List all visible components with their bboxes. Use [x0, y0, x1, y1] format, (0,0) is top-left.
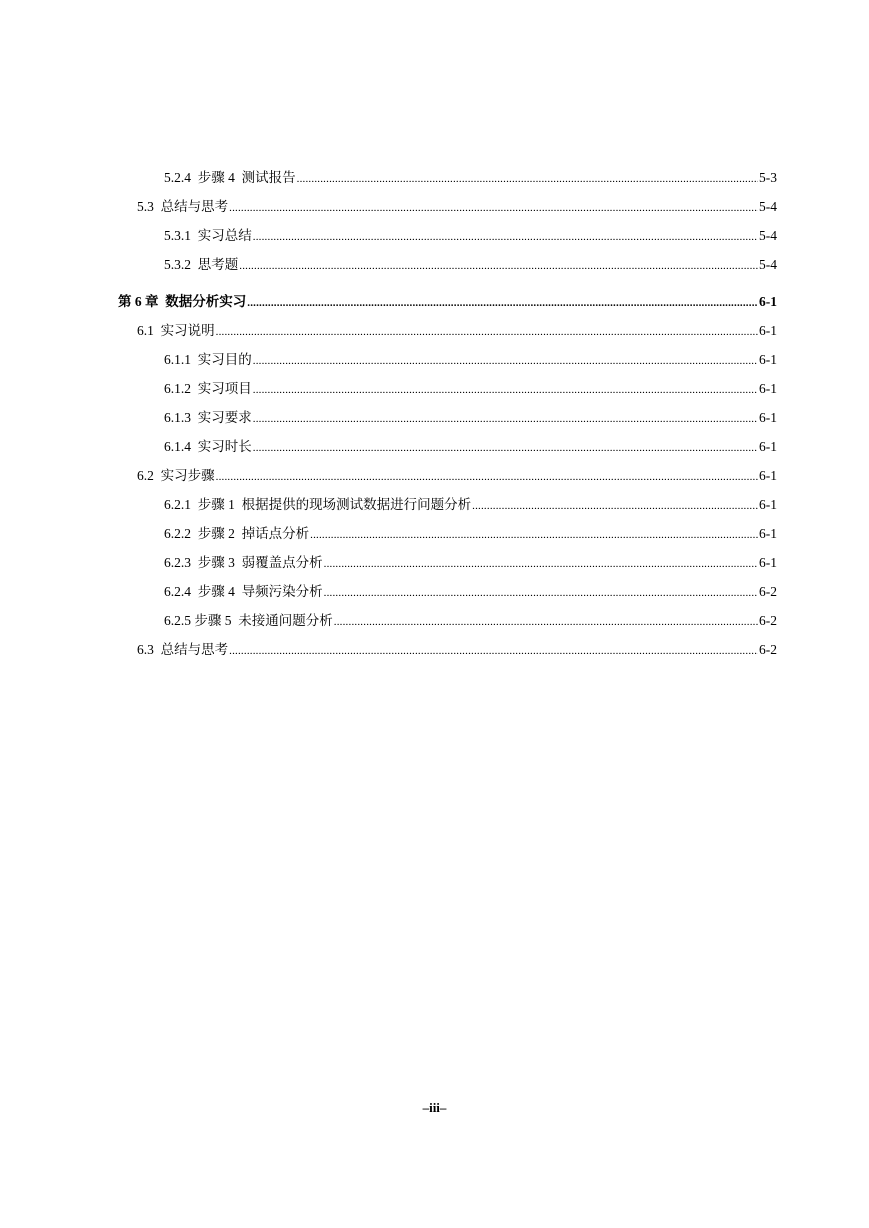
- toc-dot-leader: [253, 412, 758, 426]
- toc-entry-label: 6.2.4 步骤 4 导频污染分析: [164, 584, 323, 599]
- toc-entry-label: 6.1.1 实习目的: [164, 352, 252, 367]
- toc-entry-page: 5-4: [759, 257, 777, 272]
- toc-entry-label: 5.3.1 实习总结: [164, 228, 252, 243]
- toc-dot-leader: [253, 354, 758, 368]
- toc-subsection-entry[interactable]: [164, 490, 777, 519]
- toc-entry-label: 5.3 总结与思考: [137, 199, 229, 214]
- toc-entry-label: 6.1.4 实习时长: [164, 439, 252, 454]
- toc-entry-page: 6-2: [759, 584, 777, 599]
- toc-entry-page: 6-1: [759, 439, 777, 454]
- toc-subsection-entry[interactable]: [164, 548, 777, 577]
- page-number: –iii–: [422, 1100, 447, 1115]
- toc-section-entry[interactable]: [137, 635, 777, 664]
- toc-subsection-entry[interactable]: [164, 250, 777, 279]
- toc-entry-label: 6.2 实习步骤: [137, 468, 215, 483]
- toc-subsection-entry[interactable]: [164, 577, 777, 606]
- toc-entry-page: 6-1: [759, 410, 777, 425]
- toc-dot-leader: [239, 259, 758, 273]
- toc-section-entry[interactable]: [137, 461, 777, 490]
- toc-entry-label: 5.2.4 步骤 4 测试报告: [164, 170, 296, 185]
- toc-entry-label: 6.3 总结与思考: [137, 642, 229, 657]
- toc-dot-leader: [253, 230, 758, 244]
- toc-entry-label: 第 6 章 数据分析实习: [118, 294, 247, 309]
- table-of-contents: [0, 163, 869, 664]
- toc-dot-leader: [324, 557, 758, 571]
- toc-dot-leader: [334, 615, 758, 629]
- toc-section-entry[interactable]: [137, 316, 777, 345]
- toc-entry-page: 6-1: [759, 497, 777, 512]
- toc-entry-label: 5.3.2 思考题: [164, 257, 239, 272]
- toc-subsection-entry[interactable]: [164, 432, 777, 461]
- toc-subsection-entry[interactable]: [164, 345, 777, 374]
- toc-entry-page: 6-1: [759, 352, 777, 367]
- toc-dot-leader: [472, 499, 758, 513]
- toc-entry-label: 6.1 实习说明: [137, 323, 215, 338]
- toc-entry-label: 6.1.2 实习项目: [164, 381, 252, 396]
- toc-dot-leader: [216, 470, 758, 484]
- toc-dot-leader: [253, 441, 758, 455]
- toc-section-entry[interactable]: [137, 192, 777, 221]
- toc-entry-page: 5-3: [759, 170, 777, 185]
- toc-entry-label: 6.2.3 步骤 3 弱覆盖点分析: [164, 555, 323, 570]
- toc-dot-leader: [310, 528, 758, 542]
- toc-entry-page: 6-1: [759, 555, 777, 570]
- toc-entry-label: 6.2.2 步骤 2 掉话点分析: [164, 526, 310, 541]
- toc-entry-page: 6-1: [759, 468, 777, 483]
- toc-dot-leader: [324, 586, 758, 600]
- toc-entry-page: 6-1: [759, 323, 777, 338]
- toc-dot-leader: [253, 383, 758, 397]
- toc-entry-label: 6.1.3 实习要求: [164, 410, 252, 425]
- toc-entry-page: 6-1: [759, 381, 777, 396]
- toc-chapter-entry[interactable]: [118, 287, 777, 316]
- toc-dot-leader: [297, 172, 758, 186]
- toc-dot-leader: [229, 644, 758, 658]
- toc-subsection-entry[interactable]: [164, 519, 777, 548]
- toc-entry-label: 6.2.5 步骤 5 未接通问题分析: [164, 613, 333, 628]
- toc-entry-page: 6-2: [759, 613, 777, 628]
- toc-dot-leader: [247, 296, 758, 310]
- toc-subsection-entry[interactable]: [164, 606, 777, 635]
- toc-subsection-entry[interactable]: [164, 374, 777, 403]
- toc-entry-label: 6.2.1 步骤 1 根据提供的现场测试数据进行问题分析: [164, 497, 472, 512]
- toc-entry-page: 5-4: [759, 228, 777, 243]
- toc-subsection-entry[interactable]: [164, 221, 777, 250]
- toc-entry-page: 6-1: [759, 294, 777, 309]
- toc-entry-page: 5-4: [759, 199, 777, 214]
- toc-dot-leader: [216, 325, 758, 339]
- toc-subsection-entry[interactable]: [164, 163, 777, 192]
- toc-dot-leader: [229, 201, 758, 215]
- toc-entry-page: 6-1: [759, 526, 777, 541]
- toc-subsection-entry[interactable]: [164, 403, 777, 432]
- toc-entry-page: 6-2: [759, 642, 777, 657]
